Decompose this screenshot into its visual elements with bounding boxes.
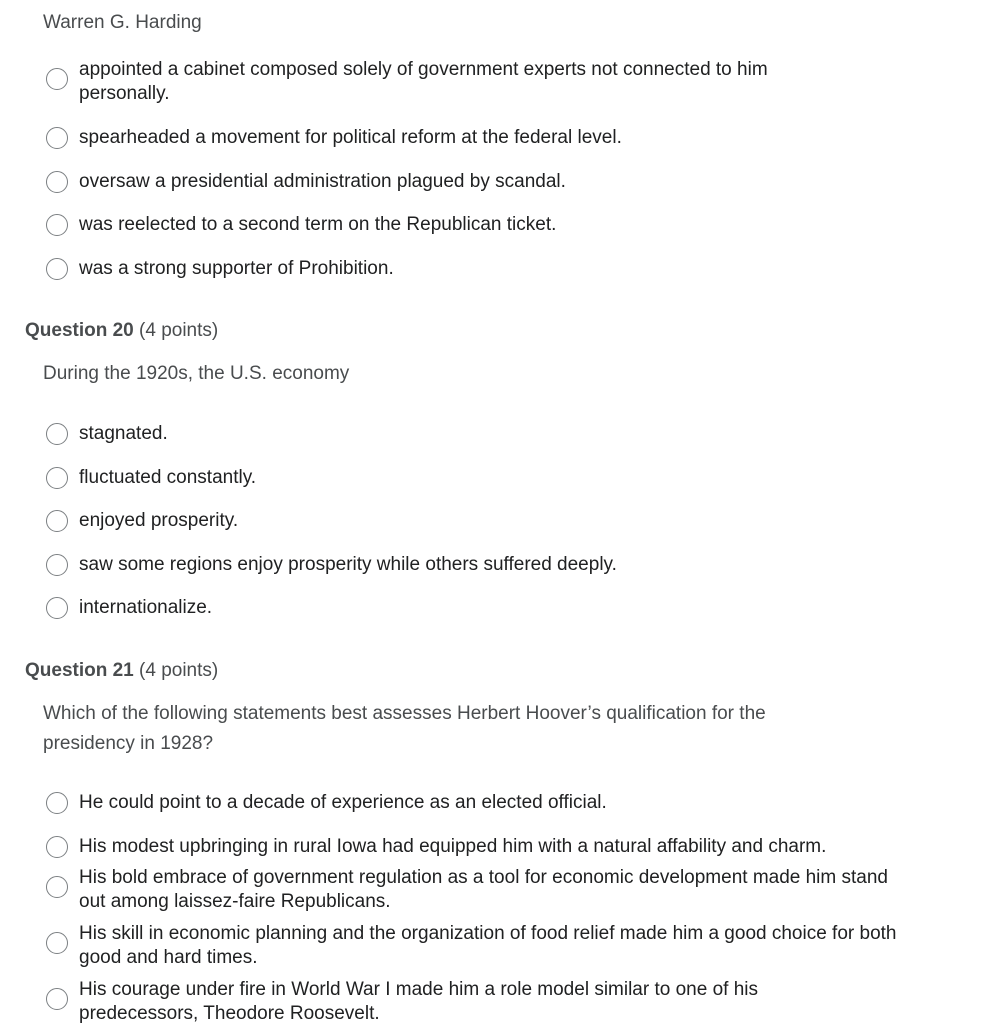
question-21-header (25, 660, 218, 682)
option-label: enjoyed prosperity. (79, 510, 239, 531)
option-label: His courage under fire in World War I made him a role model similar to one of his predecessors, Theodore Roosevelt. (79, 979, 758, 1024)
q21-option-1[interactable] (46, 791, 946, 815)
option-label: saw some regions enjoy prosperity while others suffered deeply. (79, 554, 617, 575)
radio-button[interactable] (46, 554, 68, 576)
radio-button[interactable] (46, 467, 68, 489)
q21-option-2[interactable] (46, 835, 946, 859)
q19-option-1[interactable] (46, 58, 946, 106)
q21-option-3[interactable] (46, 866, 946, 914)
radio-button[interactable] (46, 988, 68, 1010)
q19-option-3[interactable] (46, 170, 946, 194)
question-20-header (25, 320, 218, 342)
question-20-stem: During the 1920s, the U.S. economy (43, 363, 350, 384)
q20-option-4[interactable] (46, 553, 946, 577)
q20-option-1[interactable] (46, 422, 946, 446)
option-label: His skill in economic planning and the organization of food relief made him a good choice for both good and hard times. (79, 923, 897, 968)
question-points: (4 points) (139, 660, 219, 681)
option-label: His bold embrace of government regulation as a tool for economic development made him stand out among laissez-faire Republicans. (79, 867, 888, 912)
q19-option-2[interactable] (46, 126, 946, 150)
radio-button[interactable] (46, 876, 68, 898)
radio-button[interactable] (46, 258, 68, 280)
option-label: He could point to a decade of experience as an elected official. (79, 792, 607, 813)
radio-button[interactable] (46, 836, 68, 858)
option-label: oversaw a presidential administration plagued by scandal. (79, 171, 566, 192)
q21-option-5[interactable] (46, 978, 946, 1024)
option-label: appointed a cabinet composed solely of government experts not connected to him personally. (79, 59, 768, 104)
q20-option-3[interactable] (46, 509, 946, 533)
option-label: was reelected to a second term on the Republican ticket. (79, 214, 557, 235)
option-label: fluctuated constantly. (79, 467, 257, 488)
question-number: Question 20 (25, 320, 134, 341)
radio-button[interactable] (46, 171, 68, 193)
q21-option-4[interactable] (46, 922, 946, 970)
option-label: His modest upbringing in rural Iowa had equipped him with a natural affability and charm. (79, 836, 827, 857)
q20-option-2[interactable] (46, 466, 946, 490)
question-number: Question 21 (25, 660, 134, 681)
radio-button[interactable] (46, 792, 68, 814)
radio-button[interactable] (46, 510, 68, 532)
radio-button[interactable] (46, 68, 68, 90)
q20-option-5[interactable] (46, 596, 946, 620)
option-label: was a strong supporter of Prohibition. (79, 258, 394, 279)
q19-option-5[interactable] (46, 257, 946, 281)
radio-button[interactable] (46, 214, 68, 236)
option-label: spearheaded a movement for political reform at the federal level. (79, 127, 622, 148)
question-19-stem: Warren G. Harding (43, 12, 202, 33)
option-label: internationalize. (79, 597, 213, 618)
option-label: stagnated. (79, 423, 168, 444)
q19-option-4[interactable] (46, 213, 946, 237)
radio-button[interactable] (46, 932, 68, 954)
question-21-stem: Which of the following statements best assesses Herbert Hoover’s qualification for the presidency in 1928? (43, 703, 766, 754)
radio-button[interactable] (46, 423, 68, 445)
radio-button[interactable] (46, 127, 68, 149)
question-points: (4 points) (139, 320, 219, 341)
radio-button[interactable] (46, 597, 68, 619)
